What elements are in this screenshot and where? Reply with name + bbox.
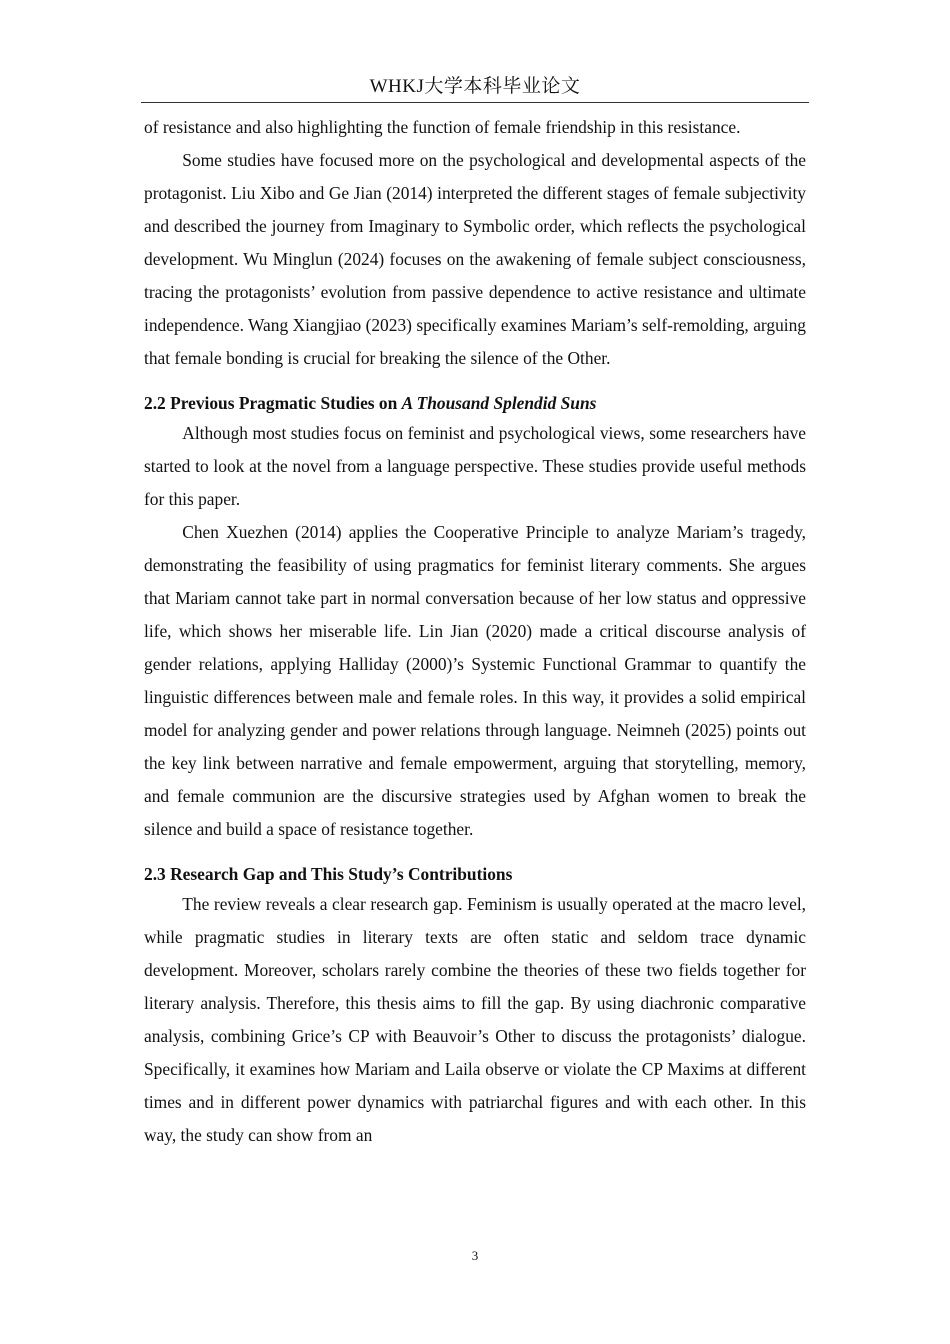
paragraph-language-perspective: Although most studies focus on feminist and psychological views, some researchers have started to look at the novel from a language perspective. These studies provide useful methods for this paper. — [144, 423, 806, 509]
paragraph-psychological-studies: Some studies have focused more on the psychological and developmental aspects of the protagonist. Liu Xibo and Ge Jian (2014) interpreted the different stages of female subjectivity and described the journey from Imaginary to Symbolic order, which reflects the psychological development. Wu Minglun (2024) focuses on the awakening of female subject consciousness, tracing the protagonists’ evolution from passive dependence to active resistance and ultimate independence. Wang Xiangjiao (2023) specifically examines Mariam’s self-remolding, arguing that female bonding is crucial for breaking the silence of the Other. — [144, 150, 806, 368]
section-heading-2-2-text: 2.2 Previous Pragmatic Studies on — [144, 393, 402, 413]
header-divider — [141, 102, 809, 103]
section-heading-2-3: 2.3 Research Gap and This Study’s Contributions — [144, 864, 513, 884]
section-heading-2-2 — [144, 389, 806, 417]
page-body — [144, 111, 806, 1152]
paragraph-pragmatic-studies: Chen Xuezhen (2014) applies the Cooperative Principle to analyze Mariam’s tragedy, demonstrating the feasibility of using pragmatics for feminist literary comments. She argues that Mariam cannot take part in normal conversation because of her low status and oppressive life, which shows her miserable life. Lin Jian (2020) made a critical discourse analysis of gender relations, applying Halliday (2000)’s Systemic Functional Grammar to quantify the linguistic differences between male and female roles. In this way, it provides a solid empirical model for analyzing gender and power relations through language. Neimneh (2025) points out the key link between narrative and female empowerment, arguing that storytelling, memory, and female communion are the discursive strategies used by Afghan women to break the silence and build a space of resistance together. — [144, 522, 806, 839]
paragraph-research-gap: The review reveals a clear research gap. Feminism is usually operated at the macro level, while pragmatic studies in literary texts are often static and seldom trace dynamic development. Moreover, scholars rarely combine the theories of these two fields together for literary analysis. Therefore, this thesis aims to fill the gap. By using diachronic comparative analysis, combining Grice’s CP with Beauvoir’s Other to discuss the protagonists’ dialogue. Specifically, it examines how Mariam and Laila observe or violate the CP Maxims at different times and in different power dynamics with patriarchal figures and with each other. In this way, the study can show from an — [144, 894, 806, 1145]
running-header: WHKJ大学本科毕业论文 — [369, 76, 581, 97]
page-number: 3 — [471, 1248, 479, 1263]
paragraph-continuation: of resistance and also highlighting the function of female friendship in this resistance. — [144, 117, 741, 137]
section-heading-2-2-book-title: A Thousand Splendid Suns — [401, 393, 597, 413]
